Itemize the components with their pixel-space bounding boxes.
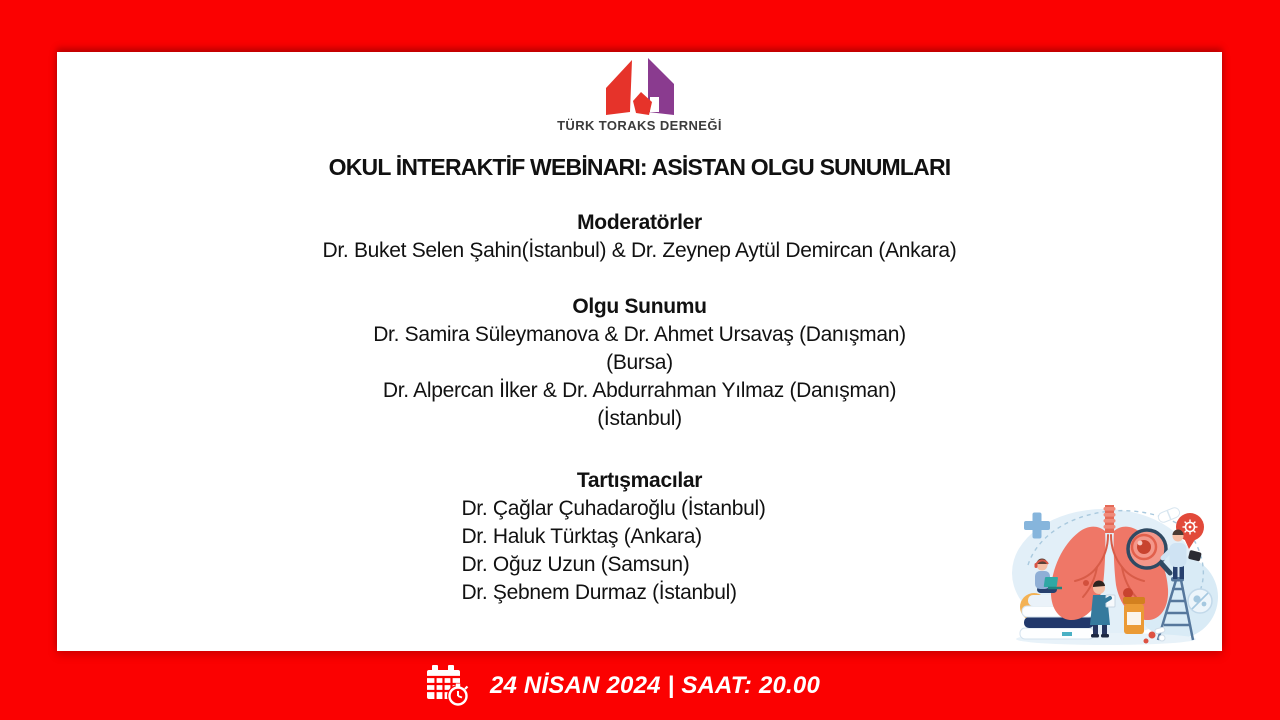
case-line: (Bursa) bbox=[606, 351, 673, 374]
pill-bottle-icon bbox=[1123, 597, 1145, 634]
logo-block bbox=[57, 52, 1222, 133]
toraks-lungs-logo-icon bbox=[592, 57, 688, 117]
lungs-examination-illustration bbox=[1006, 485, 1218, 649]
germ-badge-icon bbox=[1188, 589, 1212, 613]
content-card bbox=[57, 52, 1222, 651]
org-name: TÜRK TORAKS DERNEĞİ bbox=[557, 118, 722, 133]
footer-inner bbox=[424, 663, 820, 709]
moderator-line: Dr. Buket Selen Şahin(İstanbul) & Dr. Zeynep Aytül Demircan (Ankara) bbox=[322, 239, 957, 262]
footer-date-bar bbox=[0, 651, 1280, 720]
discussant-line: Dr. Şebnem Durmaz (İstanbul) bbox=[461, 581, 737, 604]
webinar-title: OKUL İNTERAKTİF WEBİNARI: ASİSTAN OLGU SUNUMLARI bbox=[328, 154, 951, 180]
section-heading-discussants: Tartışmacılar bbox=[576, 469, 703, 492]
discussant-list bbox=[461, 495, 765, 607]
case-line: (İstanbul) bbox=[597, 407, 682, 430]
case-line: Dr. Samira Süleymanova & Dr. Ahmet Ursavaş (Danışman) bbox=[373, 323, 906, 346]
section-case-presentation bbox=[57, 293, 1222, 433]
event-datetime: 24 NİSAN 2024 | SAAT: 20.00 bbox=[489, 671, 821, 699]
discussant-line: Dr. Oğuz Uzun (Samsun) bbox=[461, 553, 690, 576]
section-moderators bbox=[57, 209, 1222, 265]
section-heading-moderators: Moderatörler bbox=[577, 211, 702, 234]
discussant-line: Dr. Haluk Türktaş (Ankara) bbox=[461, 525, 702, 548]
calendar-clock-icon bbox=[424, 663, 470, 709]
case-line: Dr. Alpercan İlker & Dr. Abdurrahman Yılmaz (Danışman) bbox=[382, 379, 897, 402]
section-heading-case: Olgu Sunumu bbox=[572, 295, 707, 318]
discussant-line: Dr. Çağlar Çuhadaroğlu (İstanbul) bbox=[461, 497, 766, 520]
